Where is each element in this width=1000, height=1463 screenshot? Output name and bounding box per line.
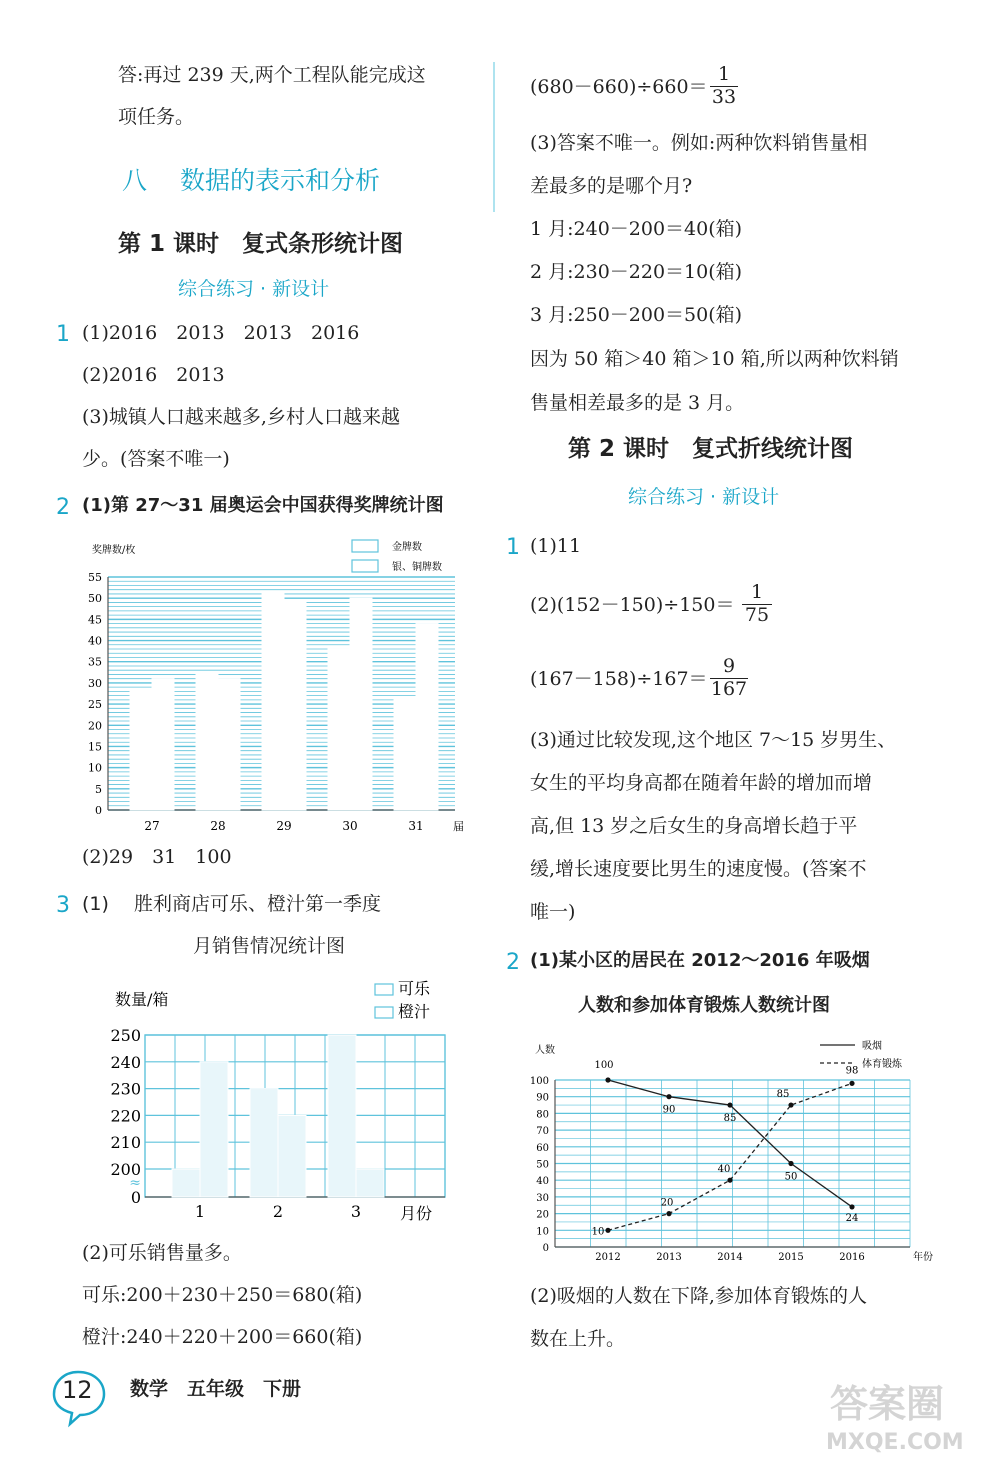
fraction-1-75 [742,582,772,627]
p1-text-1: (3)通过比较发现,这个地区 7～15 岁男生、 [530,729,897,751]
question-2-number: 2 [56,495,70,520]
bar-gold [196,674,218,810]
legend-swatch [352,560,378,572]
question-3-number: 3 [56,893,70,918]
bar-silver-bronze [284,602,306,810]
chapter-number: 八 [122,166,148,195]
y-tick-label: 230 [110,1079,141,1099]
bar-silver-bronze [350,598,372,810]
data-point [666,1094,671,1099]
fraction-9-167 [710,656,748,701]
y-tick-label: 20 [536,1209,549,1221]
y-tick-label: 240 [110,1052,141,1072]
y-tick-label: 40 [88,634,102,648]
q3-answer-2: (2)可乐销售量多。 [82,1242,242,1264]
x-tick-label: 29 [276,819,292,833]
legend-label: 金牌数 [392,542,422,553]
q2-chart-title: (1)第 27～31 届奥运会中国获得奖牌统计图 [82,495,444,516]
lesson-1-title: 第 1 课时 复式条形统计图 [118,231,404,257]
x-axis-label: 年份 [913,1252,933,1263]
y-tick-label: 80 [536,1109,549,1121]
r3-conclusion-1: 因为 50 箱＞40 箱＞10 箱,所以两种饮料销 [530,348,899,370]
data-point [849,1204,854,1209]
data-label: 50 [784,1171,798,1183]
bar-cola [172,1169,200,1197]
p1-text-3: 高,但 13 岁之后女生的身高增长趋于平 [530,815,858,837]
series-line-smoking [608,1080,852,1207]
bar-cola [328,1035,356,1197]
x-tick-label: 1 [194,1202,206,1221]
bar-gold [262,594,284,810]
x-axis-label: 月份 [400,1204,433,1223]
q1-answer-3-line-2: 少。(答案不唯一) [82,448,230,470]
y-tick-label: 10 [88,761,102,775]
x-tick-label: 28 [210,819,226,833]
y-tick-label: 50 [536,1159,549,1171]
book-title: 数学 五年级 下册 [130,1378,302,1400]
y-tick-label: 250 [110,1026,141,1045]
drinks-bar-chart [100,975,450,1225]
y-tick-label: 200 [110,1160,141,1179]
q1-answer-3-line-1: (3)城镇人口越来越多,乡村人口越来越 [82,406,400,428]
y-tick-label: 40 [536,1176,549,1188]
y-tick-label: 60 [536,1142,549,1154]
data-label: 24 [845,1212,859,1224]
chapter-title: 数据的表示和分析 [180,166,381,195]
p1-number: 1 [506,535,520,560]
bar-orange-juice [278,1115,306,1197]
fraction-1-33 [710,64,738,109]
y-tick-label: 30 [536,1192,549,1204]
y-tick-label: 25 [88,698,102,712]
data-point [788,1161,793,1166]
legend-label: 橙汁 [398,1002,431,1021]
axis-break-mark: ≈ [129,1175,141,1191]
data-point [727,1178,732,1183]
y-tick-label: 5 [95,782,102,796]
answer-line-1: 答:再过 239 天,两个工程队能完成这 [118,64,426,86]
y-tick-label: 55 [88,571,102,584]
smoking-exercise-line-chart [520,1035,940,1270]
data-label: 10 [591,1226,605,1238]
fraction-numerator: 9 [722,655,736,677]
p1-text-4: 缓,增长速度要比男生的速度慢。(答案不 [530,858,867,880]
bar-silver-bronze [152,679,174,810]
x-tick-label: 27 [144,819,160,833]
y-axis-label: 数量/箱 [115,990,169,1009]
x-tick-label: 2016 [839,1252,865,1263]
bar-gold [328,649,350,810]
data-label: 90 [662,1104,676,1116]
r3-line-1: (3)答案不唯一。例如:两种饮料销售量相 [530,132,868,154]
x-tick-label: 31 [408,819,424,833]
y-axis-label: 奖牌数/枚 [92,545,136,556]
x-axis-label: 届 [453,820,464,833]
question-1-number: 1 [56,322,70,347]
y-tick-label: 10 [536,1226,549,1238]
data-point [788,1102,793,1107]
y-tick-label: 0 [542,1243,549,1254]
legend-swatch [375,1007,393,1018]
answer-line-2: 项任务。 [118,106,195,128]
y-tick-label: 100 [529,1076,549,1087]
y-tick-label: 0 [130,1188,141,1207]
data-label: 100 [594,1060,614,1071]
x-tick-label: 2014 [717,1252,743,1263]
y-tick-label: 220 [110,1106,141,1126]
q1-answer-2: (2)2016 2013 [82,364,225,386]
y-tick-label: 50 [88,592,102,606]
bar-gold [130,691,152,810]
data-label: 40 [717,1164,731,1176]
legend-swatch [352,540,378,552]
x-tick-label: 3 [350,1202,362,1221]
q3-chart-title-line-1: (1) 胜利商店可乐、橙汁第一季度 [82,893,381,915]
watermark-url: MXQE.COM [826,1430,964,1455]
r3-line-2: 差最多的是哪个月? [530,175,693,197]
data-point [727,1102,732,1107]
r3-conclusion-2: 售量相差最多的是 3 月。 [530,392,745,414]
p2-chart-title-line-1: (1)某小区的居民在 2012～2016 年吸烟 [530,950,870,971]
column-divider [493,62,495,212]
bar-silver-bronze [218,679,240,810]
bar-orange-juice [200,1062,228,1197]
fraction-denominator: 167 [710,677,748,700]
p2-number: 2 [506,950,520,975]
lesson-1-subtitle: 综合练习 · 新设计 [178,278,330,300]
r3-month-1: 1 月:240－200＝40(箱) [530,218,743,240]
bar-silver-bronze [416,624,438,810]
y-tick-label: 70 [536,1126,549,1138]
y-axis-label: 人数 [535,1045,555,1056]
lesson-2-subtitle: 综合练习 · 新设计 [628,486,780,508]
q3-answer-3: 可乐:200＋230＋250＝680(箱) [82,1284,363,1306]
y-tick-label: 45 [88,613,102,627]
p2-answer-1: (2)吸烟的人数在下降,参加体育锻炼的人 [530,1285,867,1307]
p1-answer-2: (2)(152－150)÷150＝ [530,594,735,616]
x-tick-label: 2 [272,1202,284,1221]
x-tick-label: 2012 [595,1252,621,1263]
calc-diff-ratio: (680－660)÷660＝ [530,76,708,98]
p1-answer-3: (167－158)÷167＝ [530,668,708,690]
p1-text-5: 唯一) [530,901,576,923]
bar-gold [394,700,416,810]
fraction-denominator: 75 [742,604,772,627]
data-label: 98 [845,1065,859,1077]
bar-cola [250,1089,278,1197]
data-label: 85 [723,1113,737,1125]
p1-answer-1: (1)11 [530,535,582,557]
page-number: 12 [62,1376,93,1404]
q2-answer-2: (2)29 31 100 [82,846,232,868]
r3-month-3: 3 月:250－200＝50(箱) [530,304,743,326]
legend-label: 吸烟 [862,1041,882,1052]
legend-label: 可乐 [398,979,431,998]
watermark-logo: 答案圈 [830,1382,945,1426]
fraction-numerator: 1 [750,581,764,603]
data-label: 85 [776,1089,790,1101]
data-point [605,1228,610,1233]
y-tick-label: 15 [88,740,102,754]
y-tick-label: 30 [88,676,102,690]
p2-answer-2: 数在上升。 [530,1328,626,1350]
fraction-denominator: 33 [711,85,737,108]
y-tick-label: 20 [88,719,102,733]
lesson-2-title: 第 2 课时 复式折线统计图 [568,436,854,462]
legend-label: 体育锻炼 [862,1059,902,1070]
x-tick-label: 2013 [656,1252,682,1263]
data-point [849,1081,854,1086]
q3-chart-title-line-2: 月销售情况统计图 [193,935,346,957]
y-tick-label: 210 [110,1133,141,1153]
p2-chart-title-line-2: 人数和参加体育锻炼人数统计图 [578,995,830,1016]
medal-bar-chart [80,535,475,835]
q3-answer-4: 橙汁:240＋220＋200＝660(箱) [82,1326,363,1348]
r3-month-2: 2 月:230－220＝10(箱) [530,261,743,283]
x-tick-label: 2015 [778,1252,804,1263]
bar-orange-juice [356,1169,384,1197]
data-point [605,1077,610,1082]
fraction-numerator: 1 [717,63,731,85]
y-tick-label: 90 [536,1092,549,1104]
x-tick-label: 30 [342,819,358,833]
y-tick-label: 35 [88,655,102,669]
y-tick-label: 0 [95,804,102,817]
data-label: 20 [660,1197,674,1209]
data-point [666,1211,671,1216]
q1-answer-1: (1)2016 2013 2013 2016 [82,322,360,344]
p1-text-2: 女生的平均身高都在随着年龄的增加而增 [530,772,873,794]
legend-label: 银、铜牌数 [392,562,442,573]
legend-swatch [375,984,393,995]
